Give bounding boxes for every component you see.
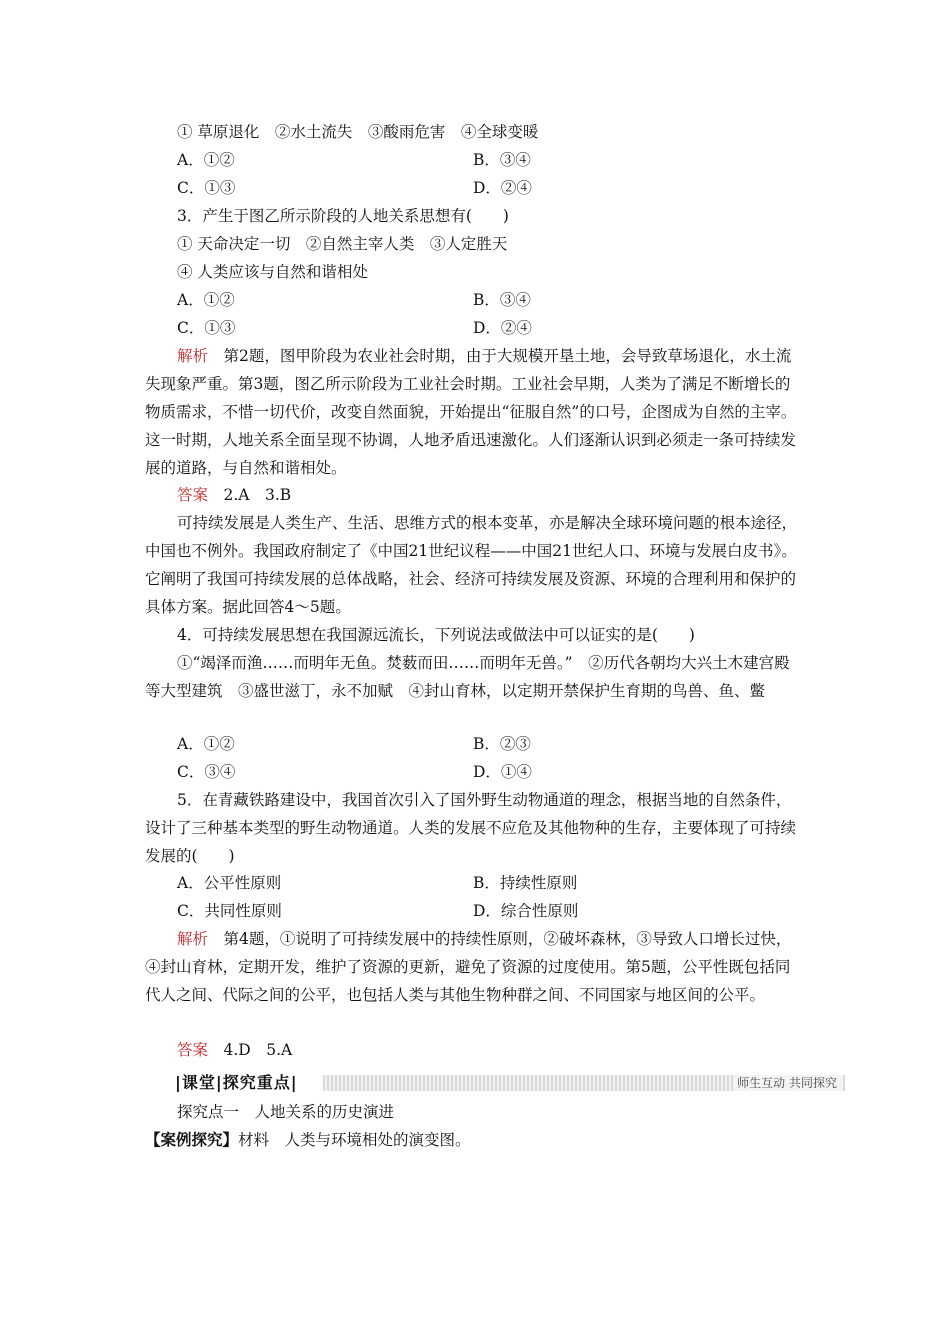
q3-option-a: A．①② [177, 291, 235, 309]
q2-options-line: ① 草原退化 ②水土流失 ③酸雨危害 ④全球变暖 [177, 123, 539, 141]
answer-label: 答案 [177, 1041, 209, 1059]
section-banner [175, 1072, 845, 1094]
analysis-label: 解析 [177, 930, 209, 948]
banner-subtitle: 师生互动 共同探究 [733, 1075, 841, 1091]
answer-text: 4.D 5.A [208, 1041, 293, 1059]
q5-option-a: A．公平性原则 [177, 874, 282, 892]
q5-stem: 5．在青藏铁路建设中，我国首次引入了国外野生动物通道的理念，根据当地的自然条件，设计了三种基本类型的野生动物通道。人类的发展不应危及其他物种的生存，主要体现了可持续发展的( ) [145, 791, 797, 865]
q3-option-d: D．②④ [473, 319, 532, 337]
case-study-text: 材料 人类与环境相处的演变图。 [238, 1131, 471, 1149]
case-study-line [145, 1129, 471, 1151]
q3-stem: 3．产生于图乙所示阶段的人地关系思想有( ) [177, 207, 509, 225]
q5-option-d: D．综合性原则 [473, 902, 579, 920]
q4-option-d: D．①④ [473, 763, 532, 781]
q4-items: ①“竭泽而渔……而明年无鱼。焚薮而田……而明年无兽。” ②历代各朝均大兴土木建宫殿等大型建筑 ③盛世滋丁，永不加赋 ④封山育林，以定期开禁保护生育期的鸟兽、鱼、鳖 [145, 654, 790, 700]
case-study-label: 【案例探究】 [145, 1130, 239, 1149]
analysis-1 [145, 342, 805, 482]
q2-option-c: C．①③ [177, 179, 236, 197]
analysis-label: 解析 [177, 347, 209, 365]
q5-option-b: B．持续性原则 [473, 874, 578, 892]
answer-1 [177, 484, 291, 506]
q4-option-c: C．③④ [177, 763, 236, 781]
q3-items-1: ① 天命决定一切 ②自然主宰人类 ③人定胜天 [177, 235, 508, 253]
q3-items-2: ④ 人类应该与自然和谐相处 [177, 263, 368, 281]
q2-option-a: A．①② [177, 151, 235, 169]
q2-option-b: B．③④ [473, 151, 531, 169]
q4-stem: 4．可持续发展思想在我国源远流长，下列说法或做法中可以证实的是( ) [177, 626, 695, 644]
analysis-text: 第2题，图甲阶段为农业社会时期，由于大规模开垦土地，会导致草场退化，水土流失现象严重。第3题，图乙所示阶段为工业社会时期。工业社会早期，人类为了满足不断增长的物质需求，不惜一切代价，改变自然面貌，开始提出“征服自然”的口号，企图成为自然的主宰。这一时期，人地关系全面呈现不协调，人地矛盾迅速激化。人们逐渐认识到必须走一条可持续发展的道路，与自然和谐相处。 [145, 347, 797, 477]
q4-option-b: B．②③ [473, 735, 531, 753]
q4-option-a: A．①② [177, 735, 235, 753]
answer-label: 答案 [177, 486, 209, 504]
q3-option-c: C．①③ [177, 319, 236, 337]
q2-option-d: D．②④ [473, 179, 532, 197]
analysis-text: 第4题，①说明了可持续发展中的持续性原则，②破坏森林，③导致人口增长过快，④封山育林，定期开发，维护了资源的更新，避免了资源的过度使用。第5题，公平性既包括同代人之间、代际之间的公平，也包括人类与其他生物种群之间、不同国家与地区间的公平。 [145, 930, 792, 1004]
answer-text: 2.A 3.B [208, 486, 292, 504]
material-paragraph: 可持续发展是人类生产、生活、思维方式的根本变革，亦是解决全球环境问题的根本途径，中国也不例外。我国政府制定了《中国21世纪议程——中国21世纪人口、环境与发展白皮书》。它阐明了我国可持续发展的总体战略，社会、经济可持续发展及资源、环境的合理利用和保护的具体方案。据此回答4～5题。 [145, 514, 798, 616]
q5-option-c: C．共同性原则 [177, 902, 282, 920]
q3-option-b: B．③④ [473, 291, 531, 309]
banner-title: |课堂|探究重点| [175, 1073, 298, 1092]
analysis-2 [145, 925, 805, 1009]
section-title: 探究点一 人地关系的历史演进 [177, 1103, 395, 1121]
answer-2 [177, 1039, 292, 1061]
